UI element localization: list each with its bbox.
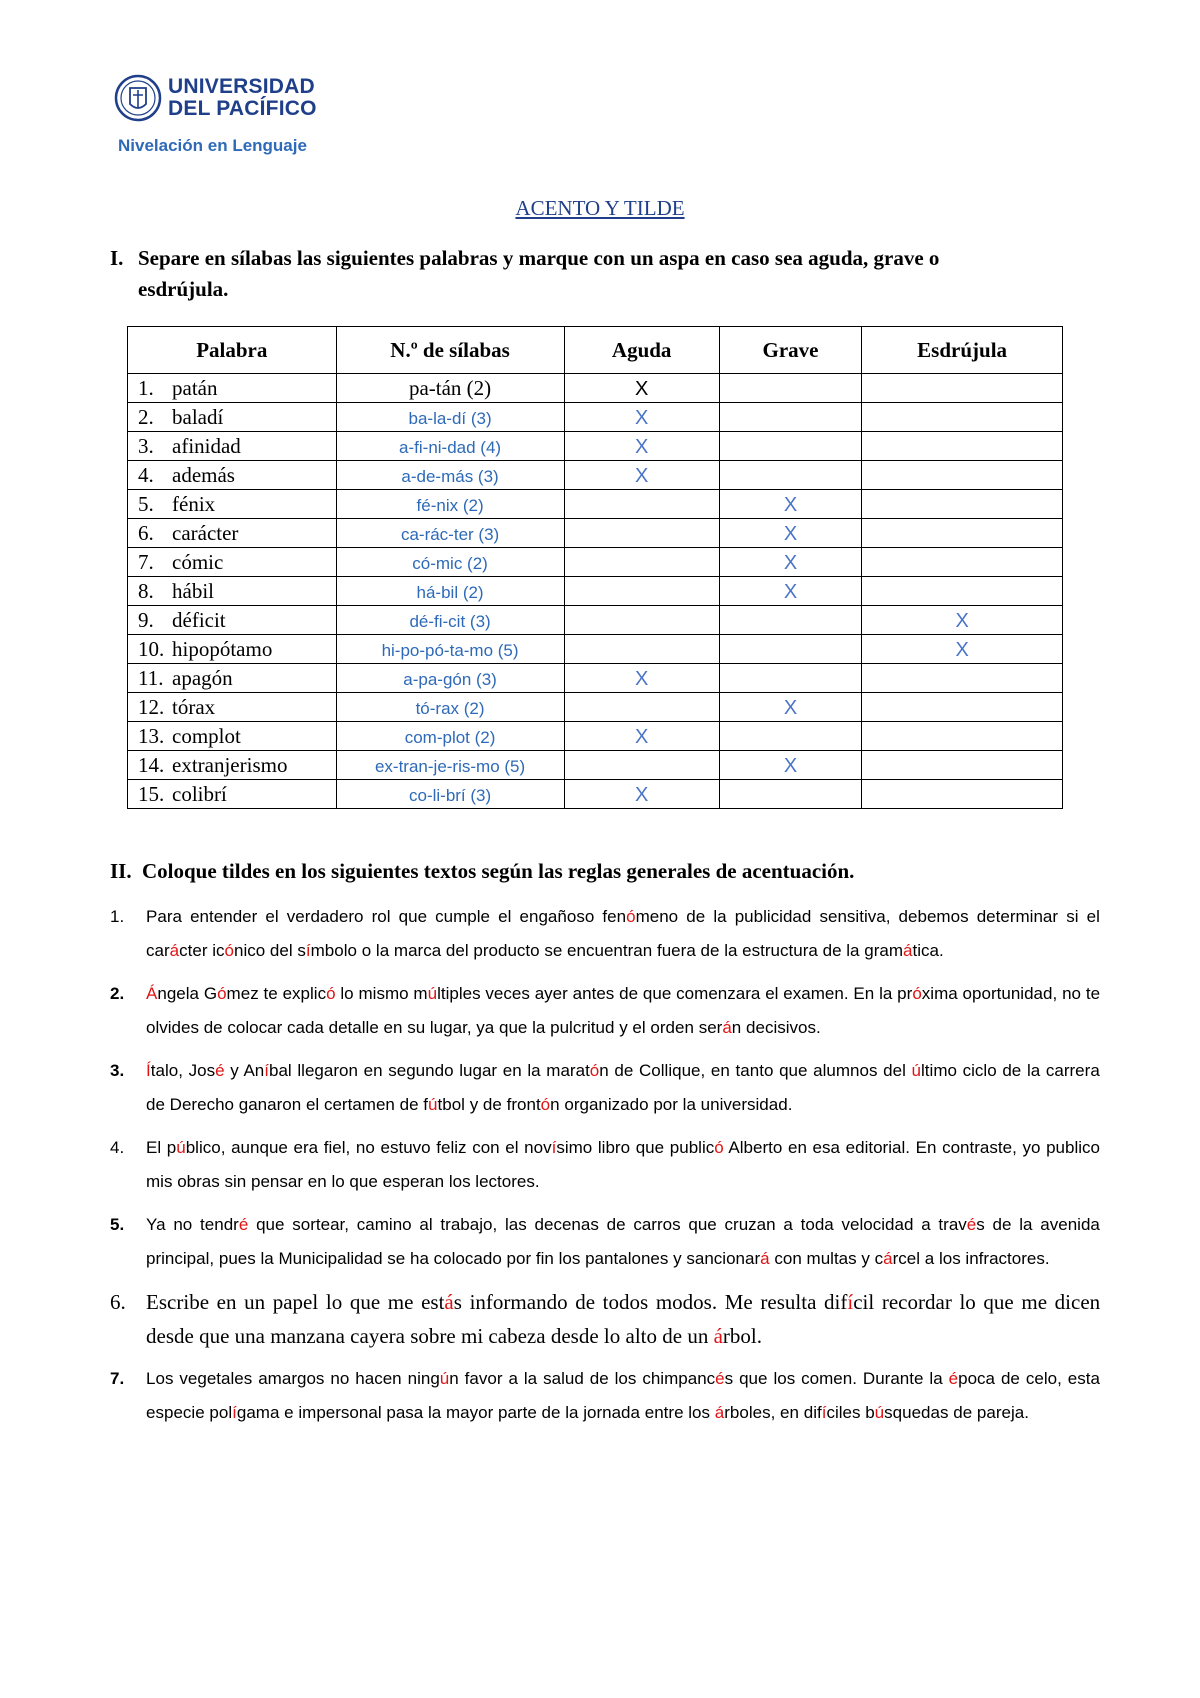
word-cell <box>128 751 337 780</box>
header-aguda: Aguda <box>564 327 719 374</box>
word-number: 6. <box>138 520 154 545</box>
section-1-number: I. <box>110 246 124 270</box>
word-number: 1. <box>138 375 154 400</box>
word-number: 10. <box>138 636 165 661</box>
table-row <box>128 780 1063 809</box>
syllable-text: ba-la-dí (3) <box>408 408 492 428</box>
word-cell <box>128 461 337 490</box>
syllable-cell <box>336 374 564 403</box>
x-mark: X <box>783 551 798 574</box>
syllable-cell <box>336 461 564 490</box>
word-cell <box>128 664 337 693</box>
esdrujula-cell <box>862 548 1063 577</box>
grave-cell <box>719 403 861 432</box>
aguda-cell <box>564 461 719 490</box>
grave-cell <box>719 664 861 693</box>
grave-cell <box>719 606 861 635</box>
esdrujula-cell <box>862 606 1063 635</box>
syllable-cell <box>336 548 564 577</box>
esdrujula-cell <box>862 490 1063 519</box>
aguda-cell <box>564 519 719 548</box>
header-esdrujula: Esdrújula <box>862 327 1063 374</box>
table-row <box>128 606 1063 635</box>
word-number: 4. <box>138 462 154 487</box>
grave-cell <box>719 577 861 606</box>
section-2-heading <box>110 856 1100 887</box>
list-item <box>110 1131 1100 1199</box>
grave-cell <box>719 519 861 548</box>
aguda-cell <box>564 577 719 606</box>
word-text: hipopótamo <box>172 636 273 661</box>
item-number: 4. <box>110 1138 125 1157</box>
word-cell <box>128 403 337 432</box>
table-row <box>128 635 1063 664</box>
x-mark: X <box>783 696 798 719</box>
aguda-cell <box>564 374 719 403</box>
x-mark: X <box>783 580 798 603</box>
word-number: 5. <box>138 491 154 516</box>
section-2-number: II. <box>110 859 132 883</box>
item-text: Ya no tendré que sortear, camino al trabajo, las decenas de carros que cruzan a toda velocidad a través de la avenida principal, pues la Municipalidad se ha colocado por fin los pantalones y sancionará con multas y cárcel a los infractores. <box>146 1215 1100 1268</box>
item-number: 2. <box>110 984 125 1003</box>
word-number: 15. <box>138 781 165 806</box>
aguda-cell <box>564 403 719 432</box>
grave-cell <box>719 722 861 751</box>
x-mark: X <box>955 609 969 632</box>
syllable-cell <box>336 490 564 519</box>
grave-cell <box>719 548 861 577</box>
syllable-text: a-pa-gón (3) <box>403 669 497 689</box>
aguda-cell <box>564 780 719 809</box>
item-number: 7. <box>110 1369 125 1388</box>
word-text: apagón <box>172 665 233 690</box>
list-item <box>110 977 1100 1045</box>
syllable-text: dé-fi-cit (3) <box>409 611 491 631</box>
table-row <box>128 374 1063 403</box>
page-title: ACENTO Y TILDE <box>515 196 685 220</box>
syllable-cell <box>336 751 564 780</box>
header-grave: Grave <box>719 327 861 374</box>
grave-cell <box>719 432 861 461</box>
esdrujula-cell <box>862 635 1063 664</box>
word-text: afinidad <box>172 433 241 458</box>
table-row <box>128 432 1063 461</box>
aguda-cell <box>564 751 719 780</box>
course-subtitle: Nivelación en Lenguaje <box>118 136 307 155</box>
esdrujula-cell <box>862 780 1063 809</box>
word-text: tórax <box>172 694 216 719</box>
word-cell <box>128 374 337 403</box>
word-number: 8. <box>138 578 154 603</box>
table-row <box>128 664 1063 693</box>
list-item <box>110 1285 1100 1353</box>
syllable-cell <box>336 606 564 635</box>
x-mark: X <box>635 783 649 806</box>
header-palabra: Palabra <box>128 327 337 374</box>
list-item <box>110 1362 1100 1430</box>
university-name-line2: DEL PACÍFICO <box>168 97 317 120</box>
syllable-cell <box>336 635 564 664</box>
esdrujula-cell <box>862 722 1063 751</box>
x-mark: X <box>635 435 649 458</box>
aguda-cell <box>564 490 719 519</box>
aguda-cell <box>564 635 719 664</box>
x-mark: X <box>635 464 649 487</box>
syllable-text: fé-nix (2) <box>416 495 484 515</box>
word-text: déficit <box>172 607 226 632</box>
esdrujula-cell <box>862 751 1063 780</box>
section-1-line1: Separe en sílabas las siguientes palabras y marque con un aspa en caso sea aguda, grave o <box>138 246 940 270</box>
word-cell <box>128 693 337 722</box>
word-number: 12. <box>138 694 165 719</box>
word-text: colibrí <box>172 781 227 806</box>
word-text: baladí <box>172 404 224 429</box>
esdrujula-cell <box>862 693 1063 722</box>
word-cell <box>128 548 337 577</box>
table-row <box>128 548 1063 577</box>
syllable-text: pa-tán (2) <box>408 375 492 400</box>
syllable-cell <box>336 780 564 809</box>
esdrujula-cell <box>862 664 1063 693</box>
grave-cell <box>719 751 861 780</box>
syllable-text: hi-po-pó-ta-mo (5) <box>381 640 519 660</box>
word-text: extranjerismo <box>172 752 288 777</box>
syllable-text: có-mic (2) <box>412 553 488 573</box>
word-number: 7. <box>138 549 154 574</box>
x-mark: X <box>635 667 649 690</box>
header-silabas: N.º de sílabas <box>336 327 564 374</box>
word-cell <box>128 606 337 635</box>
syllable-text: ca-rác-ter (3) <box>400 524 500 544</box>
word-number: 2. <box>138 404 154 429</box>
table-row <box>128 461 1063 490</box>
word-cell <box>128 432 337 461</box>
syllable-cell <box>336 577 564 606</box>
syllable-text: a-de-más (3) <box>401 466 499 486</box>
syllable-text: tó-rax (2) <box>415 698 485 718</box>
word-cell <box>128 519 337 548</box>
university-seal-icon <box>114 74 162 122</box>
x-mark: X <box>783 754 798 777</box>
word-cell <box>128 577 337 606</box>
section-1-line2: esdrújula. <box>138 277 229 301</box>
university-logo <box>114 74 317 122</box>
table-row <box>128 403 1063 432</box>
word-text: carácter <box>172 520 239 545</box>
aguda-cell <box>564 664 719 693</box>
item-text: Ángela Gómez te explicó lo mismo múltiples veces ayer antes de que comenzara el examen. En la próxima oportunidad, no te olvides de colocar cada detalle en su lugar, ya que la pulcritud y el orden serán decisivos. <box>146 984 1101 1037</box>
x-mark: X <box>783 522 798 545</box>
grave-cell <box>719 490 861 519</box>
list-item <box>110 1054 1100 1122</box>
x-mark: X <box>783 493 798 516</box>
word-number: 3. <box>138 433 154 458</box>
item-text: Escribe en un papel lo que me estás informando de todos modos. Me resulta difícil recordar lo que me dicen desde que una manzana cayera sobre mi cabeza desde lo alto de un árbol. <box>146 1290 1101 1348</box>
syllable-cell <box>336 432 564 461</box>
word-cell <box>128 780 337 809</box>
exercise-list <box>110 900 1100 1439</box>
item-number: 6. <box>110 1290 126 1314</box>
word-text: hábil <box>172 578 214 603</box>
table-row <box>128 490 1063 519</box>
syllable-cell <box>336 403 564 432</box>
word-number: 14. <box>138 752 165 777</box>
item-number: 1. <box>110 907 125 926</box>
x-mark: X <box>635 377 649 400</box>
x-mark: X <box>955 638 969 661</box>
table-row <box>128 519 1063 548</box>
word-number: 9. <box>138 607 154 632</box>
syllable-cell <box>336 519 564 548</box>
item-text: El público, aunque era fiel, no estuvo feliz con el novísimo libro que publicó Alberto en esa editorial. En contraste, yo publico mis obras sin pensar en lo que esperan los lectores. <box>146 1138 1101 1191</box>
grave-cell <box>719 635 861 664</box>
aguda-cell <box>564 693 719 722</box>
grave-cell <box>719 780 861 809</box>
esdrujula-cell <box>862 403 1063 432</box>
syllable-text: há-bil (2) <box>416 582 484 602</box>
aguda-cell <box>564 722 719 751</box>
x-mark: X <box>635 725 649 748</box>
word-text: además <box>172 462 235 487</box>
word-number: 13. <box>138 723 165 748</box>
syllable-text: a-fi-ni-dad (4) <box>399 437 502 457</box>
syllable-cell <box>336 693 564 722</box>
section-1-heading <box>110 243 1100 305</box>
esdrujula-cell <box>862 374 1063 403</box>
item-text: Para entender el verdadero rol que cumple el engañoso fenómeno de la publicidad sensitiva, debemos determinar si el carácter icónico del símbolo o la marca del producto se encuentran fuera de la estructura de la gramática. <box>146 907 1100 960</box>
table-row <box>128 577 1063 606</box>
document-header <box>114 74 317 156</box>
grave-cell <box>719 693 861 722</box>
esdrujula-cell <box>862 577 1063 606</box>
syllable-text: ex-tran-je-ris-mo (5) <box>374 756 526 776</box>
table-row <box>128 693 1063 722</box>
word-number: 11. <box>138 665 164 690</box>
word-cell <box>128 722 337 751</box>
esdrujula-cell <box>862 461 1063 490</box>
grave-cell <box>719 461 861 490</box>
university-name-line1: UNIVERSIDAD <box>168 75 315 98</box>
word-text: patán <box>172 375 218 400</box>
esdrujula-cell <box>862 519 1063 548</box>
word-text: fénix <box>172 491 216 516</box>
syllable-text: co-li-brí (3) <box>408 785 492 805</box>
syllable-cell <box>336 664 564 693</box>
item-number: 5. <box>110 1215 125 1234</box>
aguda-cell <box>564 606 719 635</box>
grave-cell <box>719 374 861 403</box>
table-header-row <box>128 327 1063 374</box>
word-cell <box>128 490 337 519</box>
word-text: complot <box>172 723 241 748</box>
x-mark: X <box>635 406 649 429</box>
syllable-text: com-plot (2) <box>404 727 496 747</box>
esdrujula-cell <box>862 432 1063 461</box>
word-cell <box>128 635 337 664</box>
syllable-table <box>127 326 1063 809</box>
list-item <box>110 900 1100 968</box>
aguda-cell <box>564 432 719 461</box>
table-row <box>128 722 1063 751</box>
aguda-cell <box>564 548 719 577</box>
item-number: 3. <box>110 1061 125 1080</box>
word-text: cómic <box>172 549 224 574</box>
item-text: Los vegetales amargos no hacen ningún favor a la salud de los chimpancés que los comen. Durante la época de celo, esta especie polígama e impersonal pasa la mayor parte de la jornada entre los árboles, en difíciles búsquedas de pareja. <box>146 1369 1100 1422</box>
section-2-text: Coloque tildes en los siguientes textos según las reglas generales de acentuación. <box>142 859 855 883</box>
table-row <box>128 751 1063 780</box>
list-item <box>110 1208 1100 1276</box>
syllable-cell <box>336 722 564 751</box>
item-text: Ítalo, José y Aníbal llegaron en segundo lugar en la maratón de Collique, en tanto que alumnos del último ciclo de la carrera de Derecho ganaron el certamen de fútbol y de frontón organizado por la universidad. <box>146 1061 1100 1114</box>
